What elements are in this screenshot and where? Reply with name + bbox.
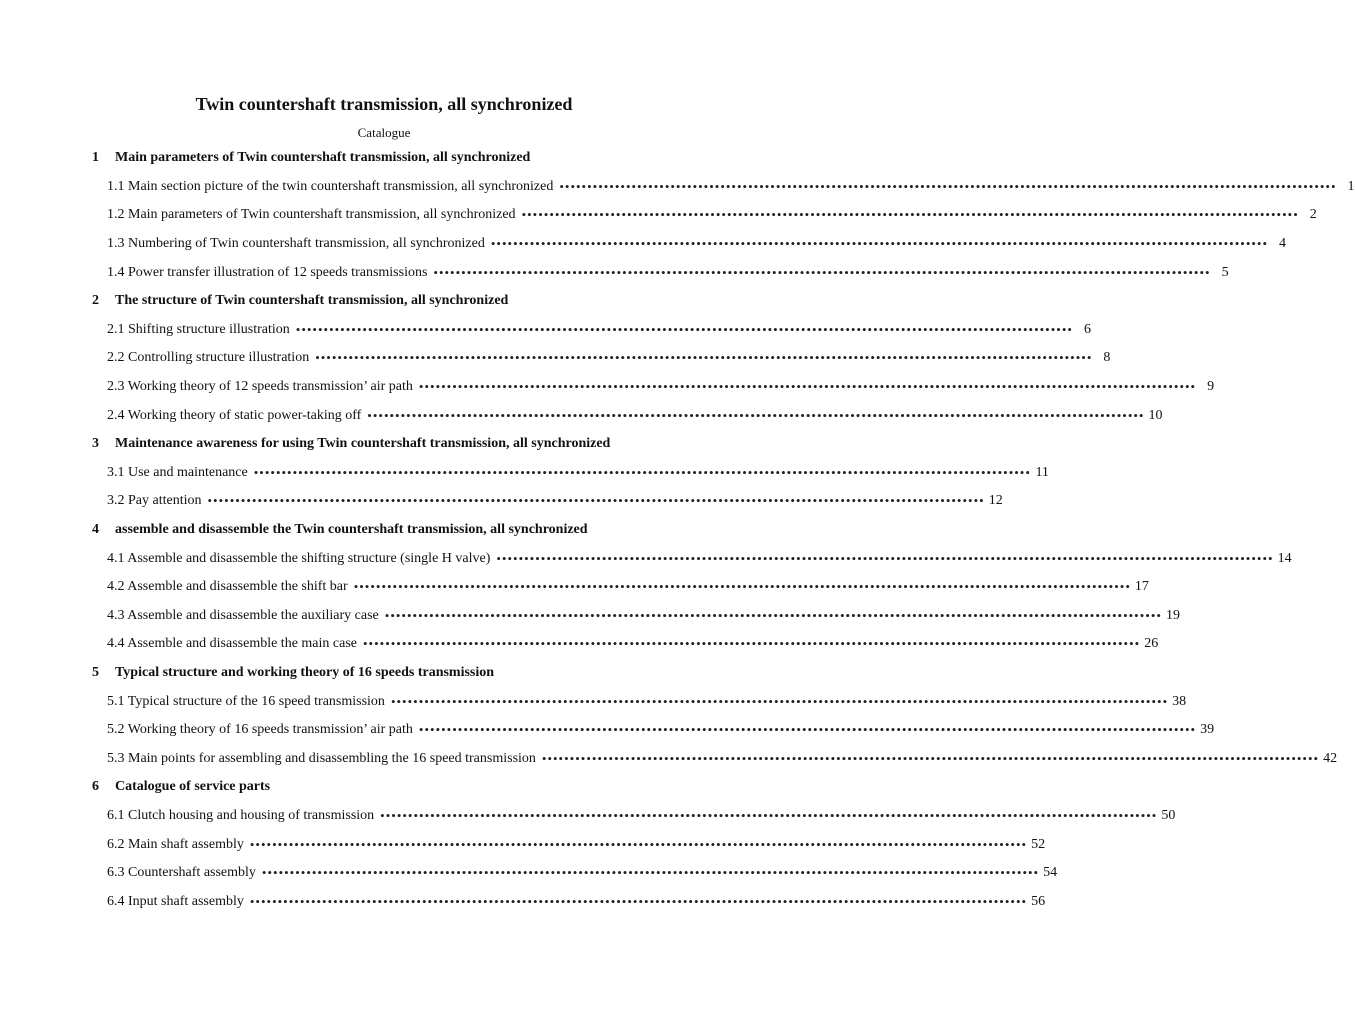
toc-entry[interactable]	[92, 687, 1187, 716]
toc-entry[interactable]	[92, 573, 1149, 602]
toc-page-number: 38	[1172, 693, 1187, 709]
toc-entry-label: 1.2 Main parameters of Twin countershaft transmission, all synchronized	[107, 207, 516, 223]
dot-leader: ••••••••••••••••••••••••••••••••••••••••••••••••••••••••••••••••••••••••••••••••••••••••••••••••••••••••••••••••••••••••••••••••••••••••••••	[384, 607, 1162, 623]
document-title: Twin countershaft transmission, all synchronized	[195, 94, 573, 114]
table-of-contents	[92, 144, 1355, 916]
toc-entry[interactable]	[92, 716, 1215, 745]
toc-entry-label: 4.3 Assemble and disassemble the auxiliary case	[107, 607, 379, 623]
toc-page-number: 52	[1031, 836, 1046, 852]
toc-page-number: 12	[988, 493, 1003, 509]
toc-entry-label: 6.1 Clutch housing and housing of transmission	[107, 807, 375, 823]
section-number: 4	[92, 522, 99, 538]
toc-page-number: 39	[1200, 722, 1215, 738]
toc-entry[interactable]	[92, 602, 1180, 631]
toc-entry-label: 1.1 Main section picture of the twin countershaft transmission, all synchronized	[107, 178, 554, 194]
toc-page-number: 9	[1207, 379, 1215, 395]
toc-entry-label: 3.2 Pay attention	[107, 493, 202, 509]
toc-entry[interactable]	[92, 401, 1163, 430]
toc-section-heading	[92, 773, 678, 802]
toc-entry-label: 5.1 Typical structure of the 16 speed transmission	[107, 693, 385, 709]
toc-entry[interactable]	[92, 830, 1046, 859]
toc-page-number: 1	[1347, 178, 1355, 194]
dot-leader: ••••••••••••••••••••••••••••••••••••••••••••••••••••••••••••••••••••••••••••••••••••••••••••••••••••••••••••••••••••••••••••••••••••••••••••	[541, 750, 1320, 766]
toc-entry-label: 5.2 Working theory of 16 speeds transmission’ air path	[107, 722, 413, 738]
dot-leader: ••••••••••••••••••••••••••••••••••••••••••••••••••••••••••••••••••••••••••••••••••••••••••••••••••••••••••••••••••••••••••••••••••••••••••••	[261, 865, 1040, 881]
toc-entry[interactable]	[92, 630, 1159, 659]
section-title: Catalogue of service parts	[115, 779, 271, 795]
toc-page-number: 42	[1323, 750, 1338, 766]
dot-leader: ••••••••••••••••••••••••••••••••••••••••••••••••••••••••••••••••••••••••••••••••••••••••••••••••••••••••••••••••••••••••••••••••••••••••••••	[490, 236, 1269, 252]
toc-entry-label: 2.2 Controlling structure illustration	[107, 350, 310, 366]
dot-leader: ••••••••••••••••••••••••••••••••••••••••••••••••••••••••••••••••••••••••••••••••••••••••••••••••••••••••••••••••••••••••••••••••••••••••••••	[353, 579, 1131, 595]
toc-section-heading	[92, 287, 678, 316]
toc-entry[interactable]	[92, 201, 1317, 230]
toc-entry-label: 4.2 Assemble and disassemble the shift bar	[107, 579, 348, 595]
toc-entry-label: 4.4 Assemble and disassemble the main case	[107, 636, 357, 652]
toc-page-number: 5	[1221, 264, 1229, 280]
section-title: assemble and disassemble the Twin countershaft transmission, all synchronized	[115, 522, 588, 538]
dot-leader: ••••••••••••••••••••••••••••••••••••••••••••••••••••••••••••••••••••••••••••••••••••••••••••••••••••••••••••••••••••••••••••••••••••••••••••	[418, 722, 1197, 738]
toc-entry-label: 1.3 Numbering of Twin countershaft transmission, all synchronized	[107, 236, 485, 252]
section-title: Main parameters of Twin countershaft transmission, all synchronized	[115, 150, 531, 166]
toc-entry-label: 6.4 Input shaft assembly	[107, 893, 244, 909]
toc-page-number: 50	[1161, 807, 1176, 823]
toc-section-heading	[92, 659, 678, 688]
section-title: Typical structure and working theory of 16 speeds transmission	[115, 664, 495, 680]
section-number: 2	[92, 293, 99, 309]
toc-page-number: 14	[1277, 550, 1292, 566]
toc-entry-label: 6.3 Countershaft assembly	[107, 865, 256, 881]
dot-leader: ••••••••••••••••••••••••••••••••••••••••••••••••••••••••••••••••••••••••••••••••••••••••••••••••••••••••••••••••••••••••••••••••••••••••••••	[390, 693, 1169, 709]
catalogue-heading: Catalogue	[357, 125, 411, 140]
section-title: The structure of Twin countershaft transmission, all synchronized	[115, 293, 509, 309]
toc-entry-label: 6.2 Main shaft assembly	[107, 836, 244, 852]
dot-leader: ••••••••••••••••••••••••••••••••••••••••••••••••••••••••••••••••••••••••••••••••••••••••••••••••••••••••••••••••••••••••••••••••••••••••••••	[249, 893, 1028, 909]
dot-leader: ••••••••••••••••••••••••••••••••••••••••••••••••••••••••••••••••••••••••••••••••••••••••••••••••••••••••••••••••••••••••••••••••••••••••••••	[249, 836, 1028, 852]
toc-section-heading	[92, 516, 678, 545]
toc-page-number: 8	[1103, 350, 1111, 366]
dot-leader: ••••••••••••••••••••••••••••••••••••••••••••••••••••••••••••••••••••••••••••••••••••••••••••••••••••••••••••••••••••••••••••••••••••••••••••	[315, 350, 1093, 366]
toc-page-number: 54	[1043, 865, 1058, 881]
dot-leader: ••••••••••••••••••••••••••••••••••••••••••••••••••••••••••••••••••••••••••••••••••••••••••••••••••••••••••••••••••••••••••••••••••••••••••••	[418, 379, 1197, 395]
dot-leader: ••••••••••••••••••••••••••••••••••••••••••••••••••••••••••••••••••••••••••••••••••••••••••••••••••••••••••••••••••••••••••••••••••••••••••••	[380, 807, 1158, 823]
toc-page-number: 56	[1031, 893, 1046, 909]
toc-entry[interactable]	[92, 258, 1229, 287]
toc-page-number: 11	[1035, 464, 1049, 480]
toc-entry[interactable]	[92, 344, 1111, 373]
section-number: 1	[92, 150, 99, 166]
toc-entry-label: 4.1 Assemble and disassemble the shifting structure (single H valve)	[107, 550, 491, 566]
dot-leader: ••••••••••••••••••••••••••••••••••••••••••••••••••••••••••••••••••••••••••••••••••••••••••••••••••••••••••••••••••••••••••••••••••••••••••••	[559, 178, 1337, 194]
toc-page-number: 10	[1148, 407, 1163, 423]
toc-entry-label: 2.3 Working theory of 12 speeds transmission’ air path	[107, 379, 413, 395]
section-title: Maintenance awareness for using Twin countershaft transmission, all synchronized	[115, 436, 611, 452]
section-number: 5	[92, 664, 99, 680]
toc-page-number: 17	[1134, 579, 1149, 595]
dot-leader: ••••••••••••••••••••••••••••••••••••••••••••••••••••••••••••••••••••••••••••••••••••••••••••••••••••••••••••••••••••••••••••••••••••••••••••	[207, 493, 985, 509]
toc-page-number: 6	[1083, 321, 1091, 337]
toc-entry[interactable]	[92, 887, 1046, 916]
dot-leader: ••••••••••••••••••••••••••••••••••••••••••••••••••••••••••••••••••••••••••••••••••••••••••••••••••••••••••••••••••••••••••••••••••••••••••••	[521, 207, 1299, 223]
toc-entry[interactable]	[92, 544, 1292, 573]
toc-entry[interactable]	[92, 802, 1176, 831]
toc-section-heading	[92, 144, 678, 173]
toc-entry[interactable]	[92, 459, 1049, 488]
toc-entry-label: 1.4 Power transfer illustration of 12 speeds transmissions	[107, 264, 428, 280]
section-number: 6	[92, 779, 99, 795]
section-number: 3	[92, 436, 99, 452]
toc-page-number: 26	[1144, 636, 1159, 652]
toc-entry-label: 2.4 Working theory of static power-taking off	[107, 407, 362, 423]
toc-entry[interactable]	[92, 487, 1003, 516]
toc-page-number: 4	[1279, 236, 1287, 252]
toc-entry[interactable]	[92, 230, 1287, 259]
dot-leader: ••••••••••••••••••••••••••••••••••••••••••••••••••••••••••••••••••••••••••••••••••••••••••••••••••••••••••••••••••••••••••••••••••••••••••••	[496, 550, 1274, 566]
toc-entry-label: 5.3 Main points for assembling and disassembling the 16 speed transmission	[107, 750, 536, 766]
toc-page-number: 19	[1165, 607, 1180, 623]
toc-entry[interactable]	[92, 744, 1338, 773]
dot-leader: ••••••••••••••••••••••••••••••••••••••••••••••••••••••••••••••••••••••••••••••••••••••••••••••••••••••••••••••••••••••••••••••••••••••••••••	[367, 407, 1145, 423]
toc-entry-label: 2.1 Shifting structure illustration	[107, 321, 290, 337]
dot-leader: ••••••••••••••••••••••••••••••••••••••••••••••••••••••••••••••••••••••••••••••••••••••••••••••••••••••••••••••••••••••••••••••••••••••••••••	[363, 636, 1141, 652]
toc-entry-label: 3.1 Use and maintenance	[107, 464, 248, 480]
toc-section-heading	[92, 430, 678, 459]
dot-leader: ••••••••••••••••••••••••••••••••••••••••••••••••••••••••••••••••••••••••••••••••••••••••••••••••••••••••••••••••••••••••••••••••••••••••••••	[253, 464, 1031, 480]
dot-leader: ••••••••••••••••••••••••••••••••••••••••••••••••••••••••••••••••••••••••••••••••••••••••••••••••••••••••••••••••••••••••••••••••••••••••••••	[433, 264, 1211, 280]
dot-leader: ••••••••••••••••••••••••••••••••••••••••••••••••••••••••••••••••••••••••••••••••••••••••••••••••••••••••••••••••••••••••••••••••••••••••••••	[295, 321, 1073, 337]
toc-entry[interactable]	[92, 373, 1215, 402]
toc-entry[interactable]	[92, 316, 1091, 345]
toc-page-number: 2	[1309, 207, 1317, 223]
toc-entry[interactable]	[92, 859, 1058, 888]
toc-entry[interactable]	[92, 173, 1355, 202]
